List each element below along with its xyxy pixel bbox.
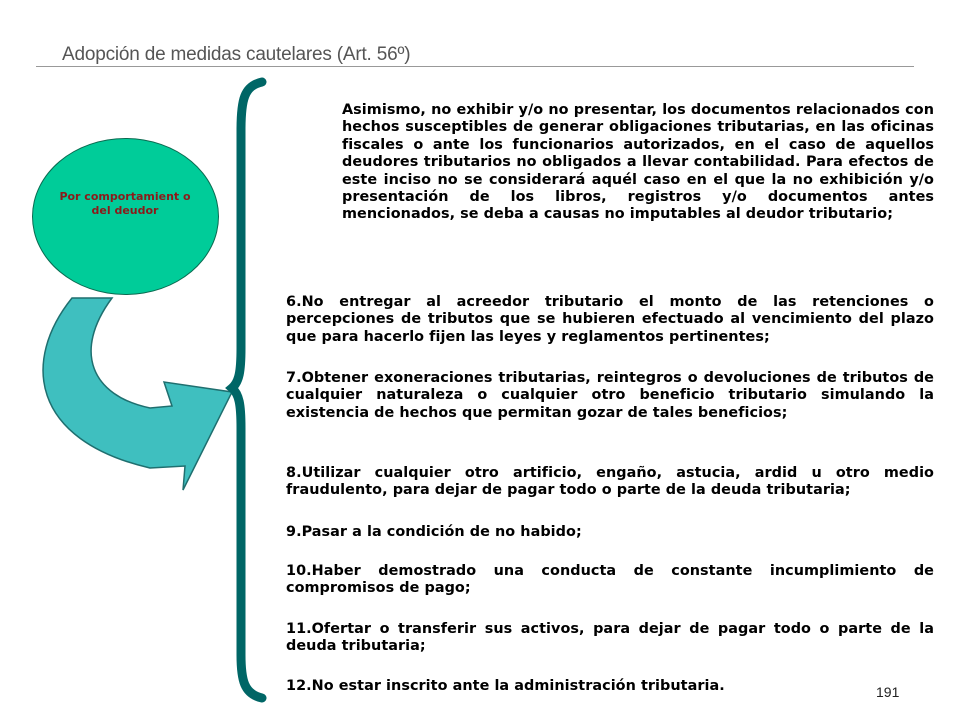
list-item-10: 10.Haber demostrado una conducta de constante incumplimiento de compromisos de pago; [286, 563, 934, 597]
list-item-7: 7.Obtener exoneraciones tributarias, reintegros o devoluciones de tributos de cualquier naturaleza o cualquier otro beneficio tributario simulando la existencia de hechos que permitan gozar de tales beneficios; [286, 370, 934, 421]
list-item-8: 8.Utilizar cualquier otro artificio, engaño, astucia, ardid u otro medio fraudulento, para dejar de pagar todo o parte de la deuda tributaria; [286, 465, 934, 499]
slide-title: Adopción de medidas cautelares (Art. 56º) [62, 44, 411, 65]
oval-label: Por comportamient o del deudor [59, 190, 191, 217]
list-item-6: 6.No entregar al acreedor tributario el monto de las retenciones o percepciones de tributos que se hubieren efectuado al vencimiento del plazo que para hacerlo fijen las leyes y reglamentos pertinentes; [286, 294, 934, 345]
list-item-11: 11.Ofertar o transferir sus activos, para dejar de pagar todo o parte de la deuda tributaria; [286, 621, 934, 655]
curved-arrow [43, 298, 232, 490]
curly-brace [232, 82, 262, 698]
paragraph-intro: Asimismo, no exhibir y/o no presentar, los documentos relacionados con hechos susceptibles de generar obligaciones tributarias, en las oficinas fiscales o ante los funcionarios autorizados, en el caso de aquellos deudores tributarios no obligados a llevar contabilidad. Para efectos de este inciso no se considerará aquél caso en el que la no exhibición y/o presentación de los libros, registros y/o documentos antes mencionados, se deba a causas no imputables al deudor tributario; [342, 102, 934, 223]
list-item-12: 12.No estar inscrito ante la administración tributaria. [286, 678, 725, 694]
page-number: 191 [876, 684, 900, 700]
list-item-9: 9.Pasar a la condición de no habido; [286, 524, 582, 540]
